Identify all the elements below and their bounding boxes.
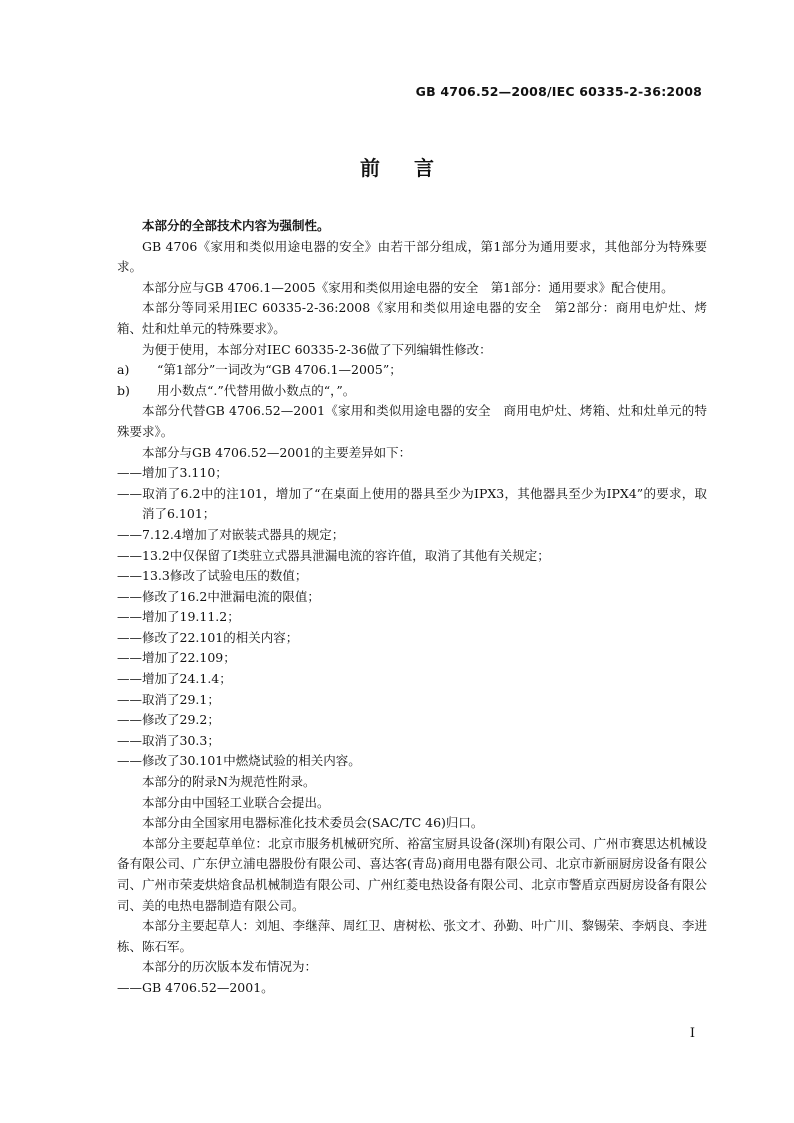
paragraph-editorial-intro: 为便于使用，本部分对IEC 60335-2-36做了下列编辑性修改： [142,341,492,357]
editorial-item [117,360,707,381]
difference-item: ——修改了22.101的相关内容； [117,629,299,645]
paragraph-mandatory: 本部分的全部技术内容为强制性。 [142,218,330,233]
foreword-body [117,216,707,999]
difference-item: ——增加了3.110； [117,465,228,481]
paragraph-used-with: 本部分应与GB 4706.1—2005《家用和类似用途电器的安全 第1部分：通用要求》配合使用。 [142,279,674,295]
paragraph-drafters: 本部分主要起草人：刘旭、李继萍、周红卫、唐树松、张文才、孙勤、叶广川、黎锡荣、李炳良、李进栋、陈石军。 [117,918,707,954]
paragraph-annex: 本部分的附录N为规范性附录。 [142,774,316,790]
list-marker: a) [117,362,130,378]
list-text: 用小数点“.”代替用做小数点的“，”。 [157,382,356,398]
paragraph-history-intro: 本部分的历次版本发布情况为： [142,959,318,975]
paragraph-series: GB 4706《家用和类似用途电器的安全》由若干部分组成，第1部分为通用要求，其他部分为特殊要求。 [117,238,707,275]
difference-item: ——取消了6.2中的注101，增加了“在桌面上使用的器具至少为IPX3，其他器具至少为IPX4”的要求，取消了6.101； [117,485,707,522]
difference-item: ——13.2中仅保留了Ⅰ类驻立式器具泄漏电流的容许值，取消了其他有关规定； [117,547,550,563]
difference-item: ——增加了24.1.4； [117,671,232,687]
difference-item: ——修改了30.101中燃烧试验的相关内容。 [117,753,361,769]
page-number: Ⅰ [689,1026,695,1041]
paragraph-managed: 本部分由全国家用电器标准化技术委员会(SAC/TC 46)归口。 [142,815,484,831]
paragraph-drafting-units: 本部分主要起草单位：北京市服务机械研究所、裕富宝厨具设备(深圳)有限公司、广州市赛思达机械设备有限公司、广东伊立浦电器股份有限公司、喜达客(青岛)商用电器有限公司、北京市新丽厨房设备有限公司、广州市荣麦烘焙食品机械制造有限公司、广州红菱电热设备有限公司、北京市警盾京西厨房设备有限公司、美的电热电器制造有限公司。 [117,835,707,913]
paragraph-differences-intro: 本部分与GB 4706.52—2001的主要差异如下： [142,444,412,460]
difference-item: ——增加了22.109； [117,650,236,666]
difference-item: ——增加了19.11.2； [117,609,240,625]
history-item: ——GB 4706.52—2001。 [117,979,274,995]
difference-item: ——取消了29.1； [117,691,220,707]
list-text: “第1部分”一词改为“GB 4706.1—2005”； [157,362,402,378]
standard-code-header: GB 4706.52—2008/IEC 60335-2-36:2008 [415,84,702,99]
difference-item: ——7.12.4增加了对嵌装式器具的规定； [117,526,345,542]
difference-item: ——13.3修改了试验电压的数值； [117,568,308,584]
list-marker: b) [117,382,130,398]
page-title: 前言 [360,156,468,180]
difference-item: ——修改了16.2中泄漏电流的限值； [117,588,320,604]
difference-item: ——修改了29.2； [117,712,220,728]
difference-item: ——取消了30.3； [117,732,220,748]
paragraph-proposed: 本部分由中国轻工业联合会提出。 [142,794,330,810]
paragraph-replaces: 本部分代替GB 4706.52—2001《家用和类似用途电器的安全 商用电炉灶、烤箱、灶和灶单元的特殊要求》。 [117,403,707,439]
editorial-item [117,381,707,402]
paragraph-equivalent: 本部分等同采用IEC 60335-2-36:2008《家用和类似用途电器的安全 第2部分：商用电炉灶、烤箱、灶和灶单元的特殊要求》。 [117,300,707,336]
